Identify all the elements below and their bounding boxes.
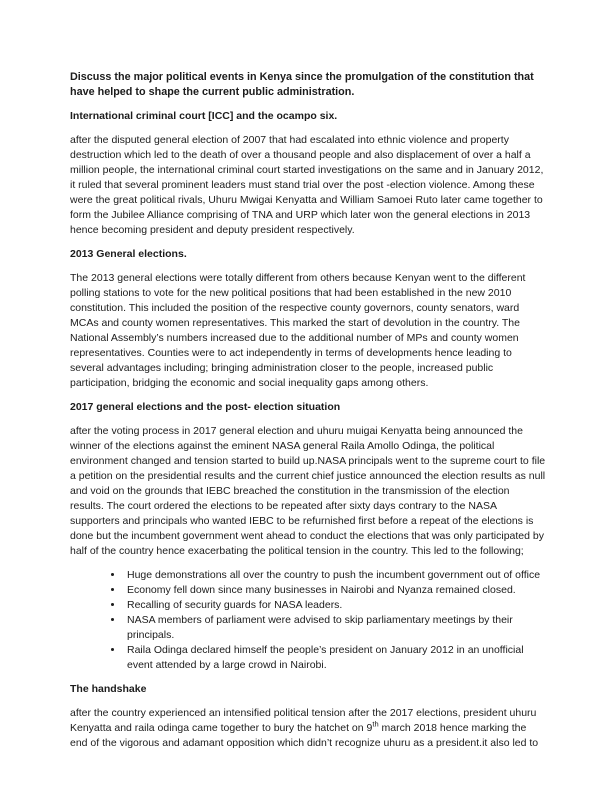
section-heading-2013-elections: 2013 General elections. (70, 248, 187, 260)
bullet-item: • Economy fell down since many businesses in Nairobi and Nyanza remained closed. (124, 583, 546, 598)
bullet-item: • NASA members of parliament were advised to skip parliamentary meetings by their principals. (124, 613, 546, 643)
section-heading-icc: International criminal court [ICC] and the ocampo six. (70, 110, 338, 122)
ordinal-superscript: th (372, 719, 379, 729)
paragraph-handshake (70, 706, 546, 751)
paragraph-2013-elections: The 2013 general elections were totally different from others because Kenyan went to the different polling stations to vote for the new political positions that had been established in the new 2010 constitution. This included the position of the respective county governors, county senators, ward MCAs and county women representatives. This marked the start of devolution in the country. The National Assembly’s numbers increased due to the additional number of MPs and county women representatives. Counties were to act independently in terms of developments hence leading to several advantages including; bringing administration closer to the people, increased public participation, bridging the economic and social inequality gaps among others. (70, 272, 526, 389)
bullet-item: • Huge demonstrations all over the country to push the incumbent government out of office (124, 568, 546, 583)
section-heading-handshake: The handshake (70, 683, 147, 695)
handshake-text-part2: march 2018 hence marking the end of the vigorous and adamant opposition which didn’t recognize uhuru as a president.it also led to (70, 722, 539, 749)
paragraph-icc: after the disputed general election of 2007 that had escalated into ethnic violence and property destruction which led to the death of over a thousand people and also displacement of over a half a million people, the international criminal court started investigations on the same and in January 2012, it ruled that several prominent leaders must stand trial over the post -election violence. Among these were the great political rivals, Uhuru Mwigai Kenyatta and William Samoei Ruto later came together to form the Jubilee Alliance comprising of TNA and URP which later won the general elections in 2013 hence becoming president and deputy president respectively. (70, 134, 544, 236)
bullet-item: • Raila Odinga declared himself the people’s president on January 2012 in an unofficial event attended by a large crowd in Nairobi. (124, 643, 546, 673)
handshake-text-part1: after the country experienced an intensified political tension after the 2017 elections, president uhuru Kenyatta and raila odinga came together to bury the hatchet on 9 (70, 707, 537, 734)
paragraph-2017-elections: after the voting process in 2017 general election and uhuru muigai Kenyatta being announced the winner of the elections against the eminent NASA general Raila Amollo Odinga, the political environment changed and tension started to build up.NASA principals went to the supreme court to file a petition on the presidential results and the current chief justice announced the election results as null and void on the grounds that IEBC breached the constitution in the transmission of the election results. The court ordered the elections to be repeated after sixty days contrary to the NASA supporters and principals who wanted IEBC to be refurnished first before a repeat of the elections is done but the incumbent government went ahead to conduct the elections that was only participated by half of the country hence exacerbating the political tension in the country. This led to the following; (70, 425, 546, 557)
document-title: Discuss the major political events in Kenya since the promulgation of the constitution that have helped to shape the current public administration. (70, 71, 534, 98)
bullet-list (70, 568, 546, 673)
bullet-item: • Recalling of security guards for NASA leaders. (124, 598, 546, 613)
section-heading-2017-elections: 2017 general elections and the post- election situation (70, 401, 341, 413)
